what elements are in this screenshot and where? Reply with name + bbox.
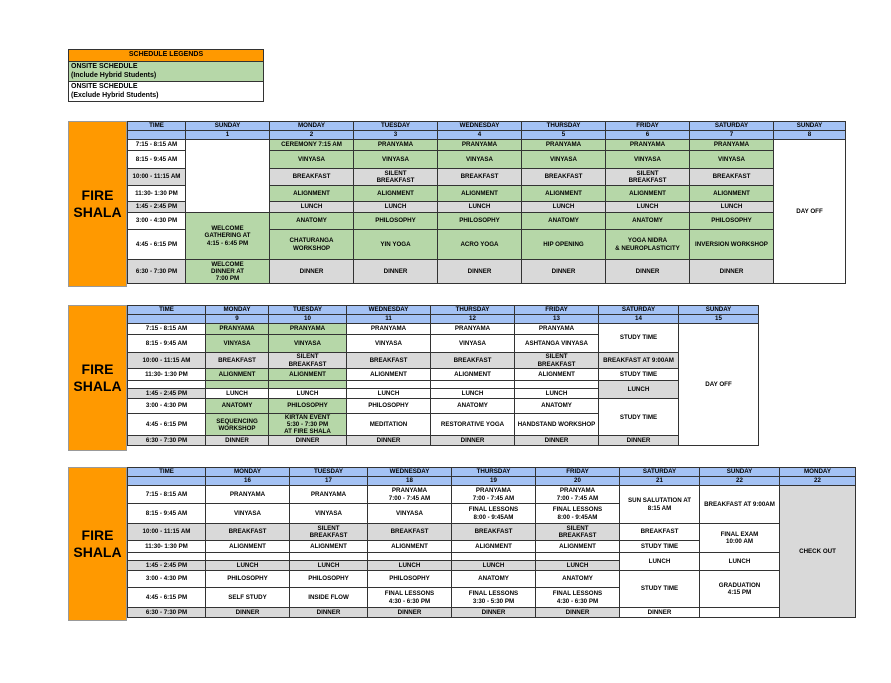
session-cell: SILENT BREAKFAST [290, 524, 368, 541]
session-cell: VINYASA [206, 335, 269, 353]
day-header: MONDAY [780, 468, 856, 477]
day-header: SUNDAY [186, 122, 270, 131]
date-cell: 22 [700, 477, 780, 486]
time-cell [128, 553, 206, 561]
date-cell: 5 [522, 131, 606, 140]
session-cell: ANATOMY [536, 571, 620, 588]
date-cell: 8 [774, 131, 846, 140]
session-cell: DINNER [354, 260, 438, 284]
date-cell: 15 [679, 315, 759, 324]
session-cell: ALIGNMENT [270, 186, 354, 202]
date-row [128, 315, 759, 324]
session-cell: BREAKFAST AT 9:00AM [700, 486, 780, 524]
date-cell: 9 [206, 315, 269, 324]
session-cell: VINYASA [269, 335, 347, 353]
header-row [128, 306, 759, 315]
session-cell: VINYASA [606, 151, 690, 169]
time-cell: 8:15 - 9:45 AM [128, 335, 206, 353]
session-cell: PHILOSOPHY [269, 399, 347, 414]
session-cell: VINYASA [431, 335, 515, 353]
session-cell: STUDY TIME [599, 369, 679, 381]
session-cell: PHILOSOPHY [368, 571, 452, 588]
session-cell: PRANYAMA [206, 324, 269, 335]
session-cell: LUNCH [206, 561, 290, 571]
day-header: TIME [128, 306, 206, 315]
session-cell: SEQUENCING WORKSHOP [206, 414, 269, 436]
time-cell: 11:30- 1:30 PM [128, 369, 206, 381]
table-row [128, 260, 846, 284]
legend-onsite-exclude: ONSITE SCHEDULE (Exclude Hybrid Students) [69, 82, 264, 102]
date-cell: 6 [606, 131, 690, 140]
session-cell: ASHTANGA VINYASA [515, 335, 599, 353]
table-row [128, 524, 856, 541]
session-cell [431, 381, 515, 389]
session-cell: ALIGNMENT [522, 186, 606, 202]
session-cell: VINYASA [690, 151, 774, 169]
day-header: THURSDAY [452, 468, 536, 477]
session-cell: MEDITATION [347, 414, 431, 436]
day-header: WEDNESDAY [368, 468, 452, 477]
time-cell: 1:45 - 2:45 PM [128, 389, 206, 399]
time-cell: 10:00 - 11:15 AM [128, 524, 206, 541]
day-header: SATURDAY [599, 306, 679, 315]
session-cell: SILENT BREAKFAST [536, 524, 620, 541]
time-cell: 8:15 - 9:45 AM [128, 504, 206, 524]
session-cell: LUNCH [700, 553, 780, 571]
session-cell: DINNER [290, 608, 368, 618]
session-cell: ANATOMY [206, 399, 269, 414]
day-header: FRIDAY [606, 122, 690, 131]
session-cell: DAY OFF [774, 140, 846, 284]
session-cell: SILENT BREAKFAST [269, 353, 347, 369]
session-cell: ALIGNMENT [206, 541, 290, 553]
date-cell: 10 [269, 315, 347, 324]
session-cell: ALIGNMENT [206, 369, 269, 381]
table-row [128, 399, 759, 414]
session-cell: LUNCH [599, 381, 679, 399]
session-cell: GRADUATION 4:15 PM [700, 571, 780, 608]
header-row [128, 122, 846, 131]
session-cell: DINNER [206, 436, 269, 446]
session-cell: PHILOSOPHY [347, 399, 431, 414]
session-cell: DINNER [206, 608, 290, 618]
time-cell: 4:45 - 6:15 PM [128, 230, 186, 260]
session-cell: DINNER [270, 260, 354, 284]
session-cell: STUDY TIME [620, 541, 700, 553]
session-cell: WELCOME DINNER AT 7:00 PM [186, 260, 270, 284]
date-cell: 20 [536, 477, 620, 486]
date-cell: 1 [186, 131, 270, 140]
time-cell: 4:45 - 6:15 PM [128, 414, 206, 436]
session-cell: INSIDE FLOW [290, 588, 368, 608]
session-cell: PRANYAMA 7:00 - 7:45 AM [536, 486, 620, 504]
session-cell: FINAL EXAM 10:00 AM [700, 524, 780, 553]
day-header: TUESDAY [290, 468, 368, 477]
table-row [128, 571, 856, 588]
session-cell: PHILOSOPHY [290, 571, 368, 588]
session-cell: DINNER [690, 260, 774, 284]
shala-label-1: FIRE SHALA [68, 121, 127, 287]
session-cell: BREAKFAST [368, 524, 452, 541]
session-cell: WELCOME GATHERING AT 4:15 - 6:45 PM [186, 213, 270, 260]
session-cell: PRANYAMA [269, 324, 347, 335]
time-cell: 8:15 - 9:45 AM [128, 151, 186, 169]
session-cell: VINYASA [522, 151, 606, 169]
session-cell: PHILOSOPHY [206, 571, 290, 588]
time-cell: 7:15 - 8:15 AM [128, 486, 206, 504]
table-row [128, 486, 856, 504]
day-header: TIME [128, 122, 186, 131]
session-cell: SILENT BREAKFAST [606, 169, 690, 186]
session-cell: PRANYAMA 7:00 - 7:45 AM [452, 486, 536, 504]
session-cell: PRANYAMA [606, 140, 690, 151]
day-header: SATURDAY [690, 122, 774, 131]
session-cell [536, 553, 620, 561]
session-cell: PRANYAMA [290, 486, 368, 504]
table-row [128, 140, 846, 151]
session-cell: YIN YOGA [354, 230, 438, 260]
time-cell: 7:15 - 8:15 AM [128, 140, 186, 151]
time-cell: 10:00 - 11:15 AM [128, 169, 186, 186]
shala-label-2: FIRE SHALA [68, 305, 127, 451]
date-cell: 19 [452, 477, 536, 486]
session-cell: PRANYAMA 7:00 - 7:45 AM [368, 486, 452, 504]
time-cell: 3:00 - 4:30 PM [128, 399, 206, 414]
session-cell: STUDY TIME [599, 324, 679, 353]
session-cell: ANATOMY [606, 213, 690, 230]
day-header: THURSDAY [522, 122, 606, 131]
table-row [128, 381, 759, 389]
legend-title: SCHEDULE LEGENDS [69, 50, 264, 62]
date-cell: 3 [354, 131, 438, 140]
table-row [128, 608, 856, 618]
session-cell: ALIGNMENT [452, 541, 536, 553]
schedule-table-week-1 [127, 121, 846, 284]
session-cell: LUNCH [690, 202, 774, 213]
date-cell: 17 [290, 477, 368, 486]
date-row [128, 131, 846, 140]
date-cell [128, 315, 206, 324]
table-row [128, 213, 846, 230]
time-cell: 1:45 - 2:45 PM [128, 561, 206, 571]
session-cell: PHILOSOPHY [438, 213, 522, 230]
date-cell: 18 [368, 477, 452, 486]
session-cell [186, 140, 270, 213]
session-cell: BREAKFAST [522, 169, 606, 186]
time-cell: 11:30- 1:30 PM [128, 186, 186, 202]
session-cell: PRANYAMA [354, 140, 438, 151]
session-cell: DINNER [606, 260, 690, 284]
session-cell: BREAKFAST [431, 353, 515, 369]
session-cell: DINNER [599, 436, 679, 446]
session-cell: BREAKFAST [452, 524, 536, 541]
session-cell [290, 553, 368, 561]
day-header: TUESDAY [269, 306, 347, 315]
session-cell: BREAKFAST [347, 353, 431, 369]
session-cell: DINNER [347, 436, 431, 446]
session-cell: LUNCH [290, 561, 368, 571]
day-header: SATURDAY [620, 468, 700, 477]
session-cell: SILENT BREAKFAST [515, 353, 599, 369]
session-cell: BREAKFAST [438, 169, 522, 186]
legend-onsite-include: ONSITE SCHEDULE (Include Hybrid Students) [69, 62, 264, 82]
session-cell: YOGA NIDRA & NEUROPLASTICITY [606, 230, 690, 260]
session-cell: PRANYAMA [347, 324, 431, 335]
session-cell: BREAKFAST [270, 169, 354, 186]
session-cell: LUNCH [438, 202, 522, 213]
session-cell: ANATOMY [270, 213, 354, 230]
session-cell: LUNCH [522, 202, 606, 213]
session-cell: ALIGNMENT [354, 186, 438, 202]
session-cell: DINNER [438, 260, 522, 284]
time-cell: 3:00 - 4:30 PM [128, 213, 186, 230]
session-cell [700, 608, 780, 618]
session-cell: ANATOMY [515, 399, 599, 414]
session-cell: ALIGNMENT [431, 369, 515, 381]
time-cell: 11:30- 1:30 PM [128, 541, 206, 553]
session-cell: LUNCH [620, 553, 700, 571]
session-cell: PRANYAMA [690, 140, 774, 151]
session-cell: DAY OFF [679, 324, 759, 446]
session-cell: PRANYAMA [438, 140, 522, 151]
session-cell: VINYASA [347, 335, 431, 353]
day-header: WEDNESDAY [438, 122, 522, 131]
session-cell: LUNCH [347, 389, 431, 399]
session-cell: SELF STUDY [206, 588, 290, 608]
time-cell: 7:15 - 8:15 AM [128, 324, 206, 335]
session-cell: PRANYAMA [206, 486, 290, 504]
session-cell: LUNCH [515, 389, 599, 399]
session-cell: FINAL LESSONS 8:00 - 9:45AM [536, 504, 620, 524]
time-cell: 3:00 - 4:30 PM [128, 571, 206, 588]
session-cell: ALIGNMENT [438, 186, 522, 202]
shala-label-3: FIRE SHALA [68, 467, 127, 621]
time-cell: 6:30 - 7:30 PM [128, 608, 206, 618]
session-cell: CHECK OUT [780, 486, 856, 618]
session-cell: PHILOSOPHY [690, 213, 774, 230]
session-cell: BREAKFAST [690, 169, 774, 186]
day-header: SUNDAY [700, 468, 780, 477]
time-cell: 4:45 - 6:15 PM [128, 588, 206, 608]
date-cell: 7 [690, 131, 774, 140]
session-cell: LUNCH [606, 202, 690, 213]
session-cell: PHILOSOPHY [354, 213, 438, 230]
table-row [128, 369, 759, 381]
session-cell: BREAKFAST [206, 524, 290, 541]
session-cell: STUDY TIME [599, 399, 679, 436]
session-cell: VINYASA [438, 151, 522, 169]
time-cell: 1:45 - 2:45 PM [128, 202, 186, 213]
session-cell: HANDSTAND WORKSHOP [515, 414, 599, 436]
day-header: TIME [128, 468, 206, 477]
date-cell: 13 [515, 315, 599, 324]
session-cell: ALIGNMENT [515, 369, 599, 381]
session-cell: BREAKFAST [206, 353, 269, 369]
session-cell: FINAL LESSONS 3:30 - 5:30 PM [452, 588, 536, 608]
session-cell: VINYASA [270, 151, 354, 169]
session-cell: LUNCH [270, 202, 354, 213]
date-cell [128, 131, 186, 140]
session-cell: DINNER [620, 608, 700, 618]
table-row [128, 353, 759, 369]
session-cell: DINNER [452, 608, 536, 618]
session-cell: LUNCH [206, 389, 269, 399]
day-header: MONDAY [206, 468, 290, 477]
session-cell: FINAL LESSONS 8:00 - 9:45AM [452, 504, 536, 524]
session-cell: PRANYAMA [431, 324, 515, 335]
header-row [128, 468, 856, 477]
session-cell: ALIGNMENT [290, 541, 368, 553]
time-cell [128, 381, 206, 389]
session-cell: SILENT BREAKFAST [354, 169, 438, 186]
session-cell: DINNER [515, 436, 599, 446]
session-cell: CHATURANGA WORKSHOP [270, 230, 354, 260]
day-header: FRIDAY [536, 468, 620, 477]
date-cell: 12 [431, 315, 515, 324]
session-cell: RESTORATIVE YOGA [431, 414, 515, 436]
session-cell: VINYASA [354, 151, 438, 169]
session-cell: FINAL LESSONS 4:30 - 6:30 PM [368, 588, 452, 608]
session-cell: INVERSION WORKSHOP [690, 230, 774, 260]
session-cell: FINAL LESSONS 4:30 - 6:30 PM [536, 588, 620, 608]
session-cell: ALIGNMENT [536, 541, 620, 553]
session-cell: VINYASA [206, 504, 290, 524]
session-cell [347, 381, 431, 389]
day-header: MONDAY [206, 306, 269, 315]
session-cell: ALIGNMENT [269, 369, 347, 381]
session-cell [269, 381, 347, 389]
table-row [128, 436, 759, 446]
session-cell: DINNER [269, 436, 347, 446]
date-cell: 21 [620, 477, 700, 486]
time-cell: 10:00 - 11:15 AM [128, 353, 206, 369]
session-cell: KIRTAN EVENT 5:30 - 7:30 PM AT FIRE SHALA [269, 414, 347, 436]
session-cell [452, 553, 536, 561]
session-cell: BREAKFAST [620, 524, 700, 541]
day-header: THURSDAY [431, 306, 515, 315]
session-cell: SUN SALUTATION AT 8:15 AM [620, 486, 700, 524]
session-cell: DINNER [431, 436, 515, 446]
session-cell: DINNER [536, 608, 620, 618]
day-header: FRIDAY [515, 306, 599, 315]
session-cell: ALIGNMENT [690, 186, 774, 202]
session-cell [515, 381, 599, 389]
schedule-table-week-2 [127, 305, 759, 446]
day-header: SUNDAY [679, 306, 759, 315]
session-cell [206, 553, 290, 561]
session-cell: DINNER [522, 260, 606, 284]
session-cell: LUNCH [536, 561, 620, 571]
session-cell: ANATOMY [452, 571, 536, 588]
session-cell: ANATOMY [431, 399, 515, 414]
table-row [128, 324, 759, 335]
time-cell: 6:30 - 7:30 PM [128, 436, 206, 446]
day-header: SUNDAY [774, 122, 846, 131]
day-header: MONDAY [270, 122, 354, 131]
day-header: WEDNESDAY [347, 306, 431, 315]
session-cell: BREAKFAST AT 9:00AM [599, 353, 679, 369]
session-cell: LUNCH [368, 561, 452, 571]
date-cell [128, 477, 206, 486]
date-cell: 2 [270, 131, 354, 140]
session-cell: ANATOMY [522, 213, 606, 230]
session-cell: LUNCH [452, 561, 536, 571]
session-cell [206, 381, 269, 389]
session-cell: ALIGNMENT [347, 369, 431, 381]
session-cell: LUNCH [269, 389, 347, 399]
session-cell: DINNER [368, 608, 452, 618]
schedule-legend [68, 49, 264, 102]
date-cell: 22 [780, 477, 856, 486]
session-cell: HIP OPENING [522, 230, 606, 260]
date-cell: 14 [599, 315, 679, 324]
date-row [128, 477, 856, 486]
session-cell: VINYASA [368, 504, 452, 524]
date-cell: 11 [347, 315, 431, 324]
date-cell: 4 [438, 131, 522, 140]
session-cell: VINYASA [290, 504, 368, 524]
table-row [128, 553, 856, 561]
time-cell: 6:30 - 7:30 PM [128, 260, 186, 284]
date-cell: 16 [206, 477, 290, 486]
session-cell: LUNCH [354, 202, 438, 213]
session-cell [368, 553, 452, 561]
session-cell: PRANYAMA [515, 324, 599, 335]
session-cell: ALIGNMENT [368, 541, 452, 553]
schedule-table-week-3 [127, 467, 856, 618]
day-header: TUESDAY [354, 122, 438, 131]
session-cell: PRANYAMA [522, 140, 606, 151]
session-cell: STUDY TIME [620, 571, 700, 608]
session-cell: ACRO YOGA [438, 230, 522, 260]
session-cell: CEREMONY 7:15 AM [270, 140, 354, 151]
session-cell: LUNCH [431, 389, 515, 399]
session-cell: ALIGNMENT [606, 186, 690, 202]
